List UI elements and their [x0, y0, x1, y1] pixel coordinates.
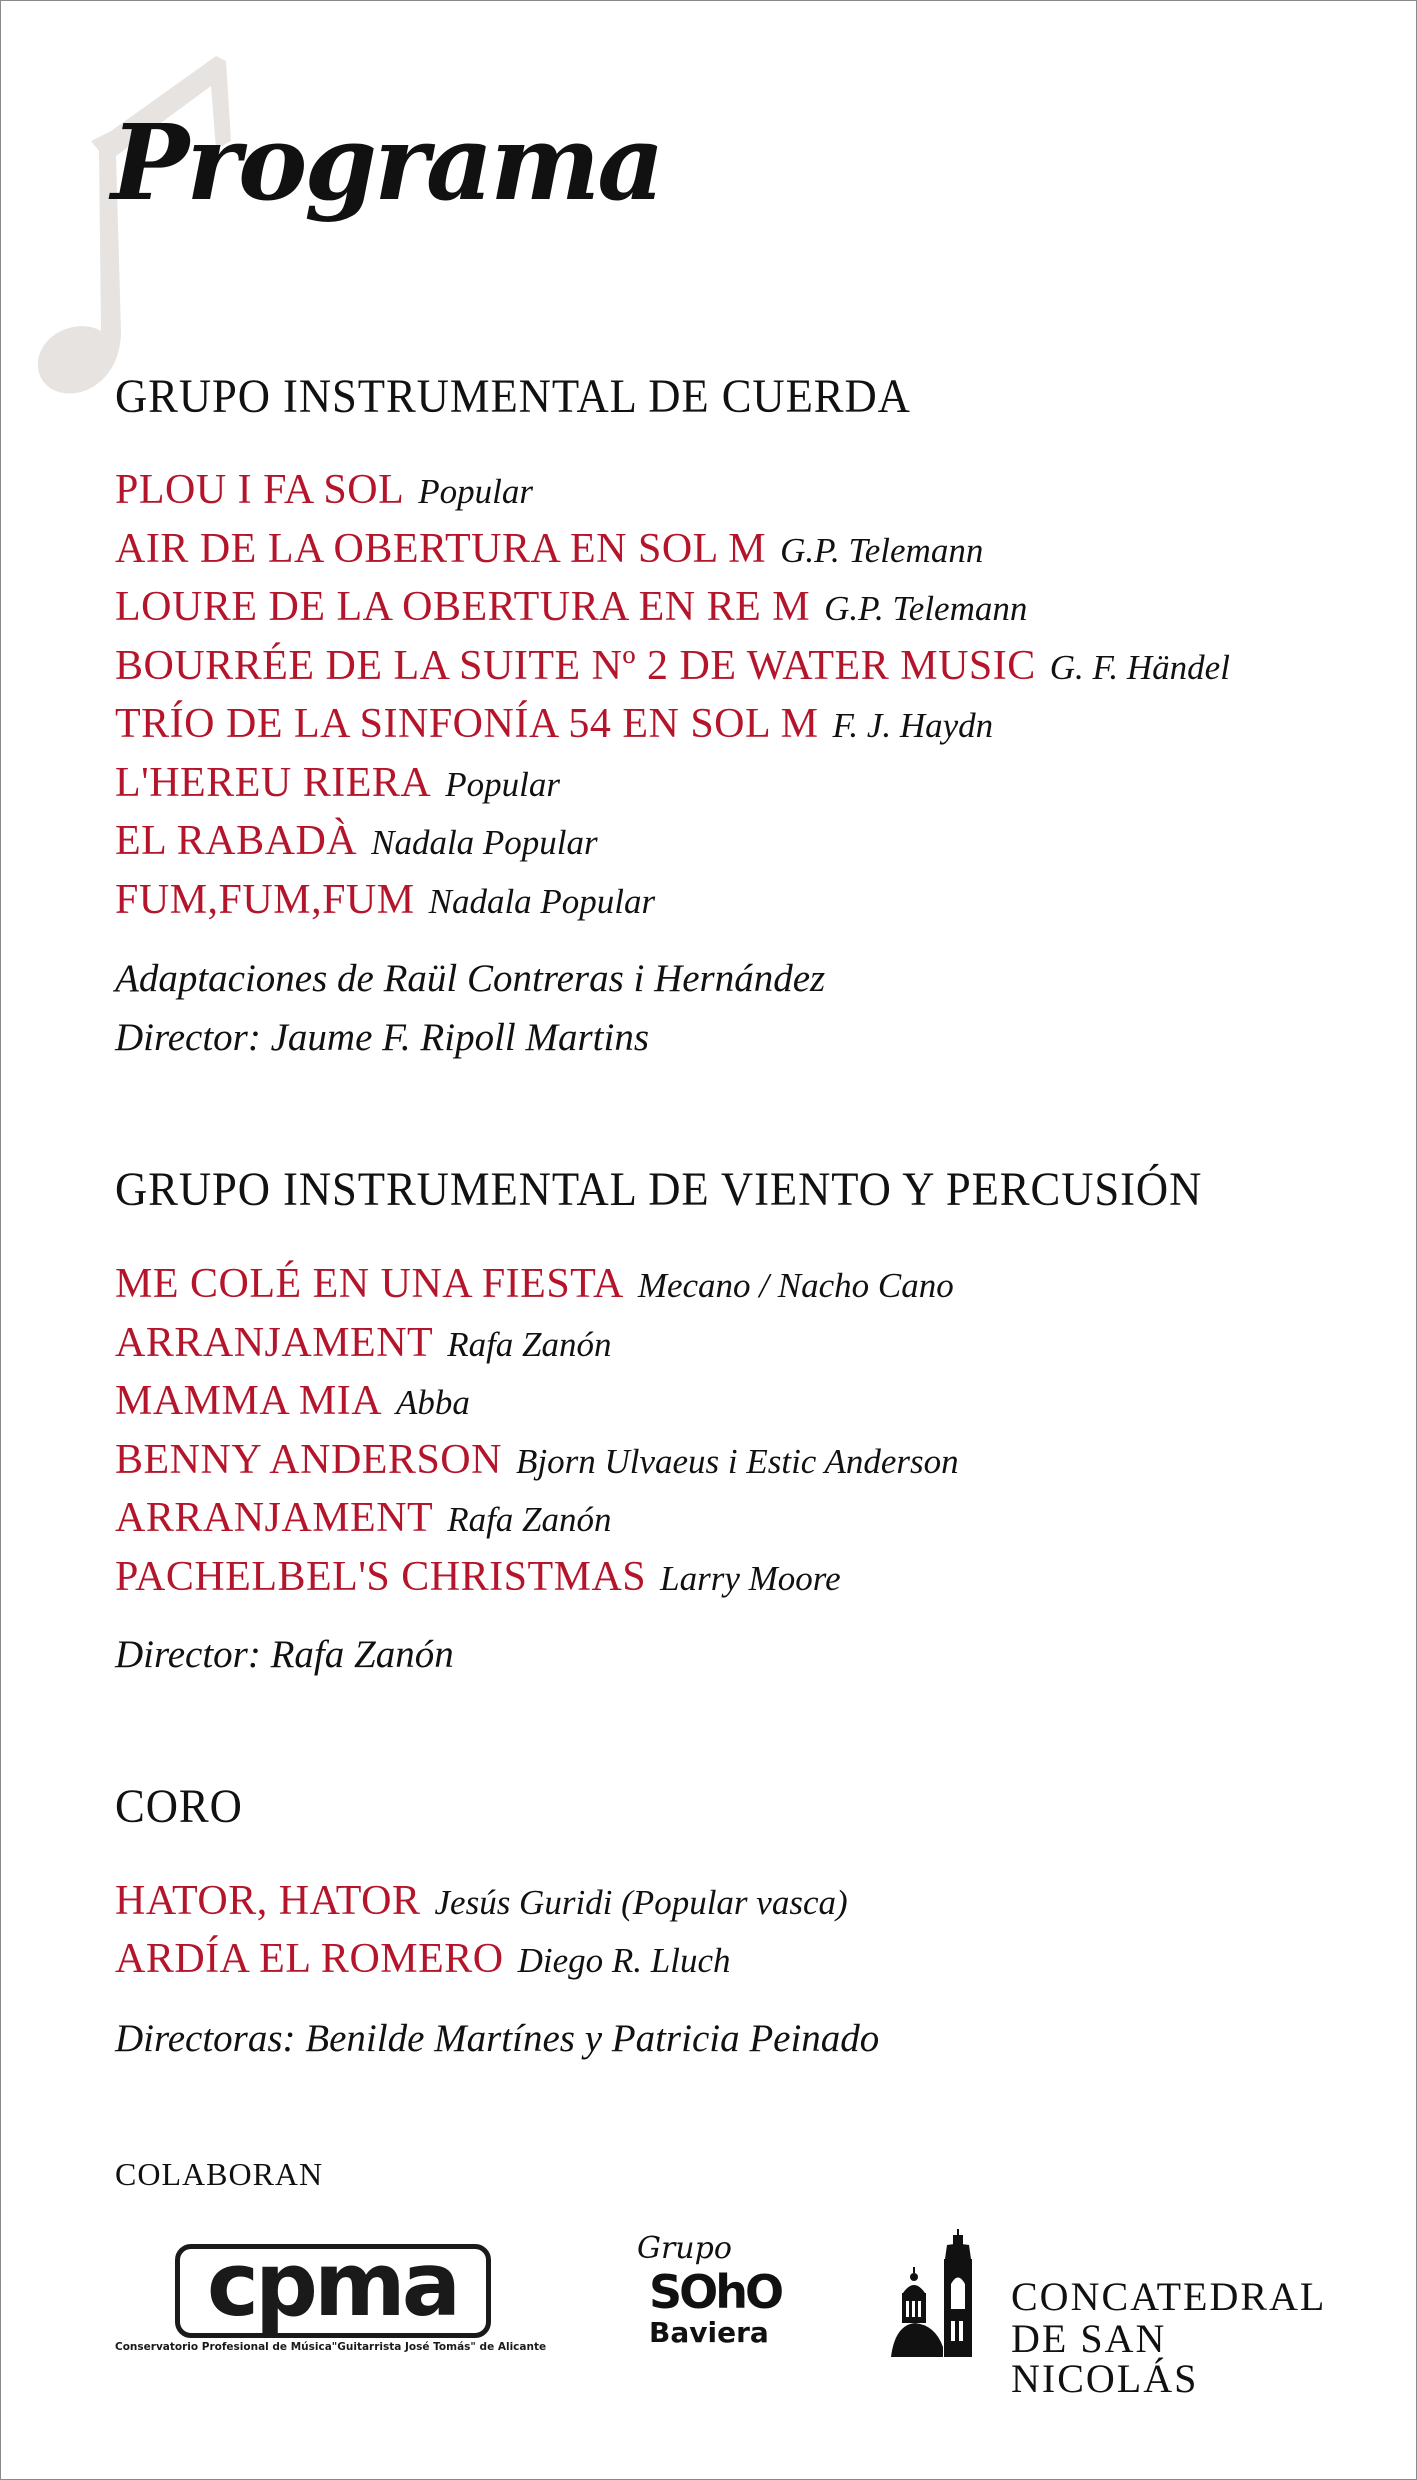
program-item: [115, 469, 533, 511]
collaborators-label: COLABORAN: [115, 2156, 324, 2192]
composer: Mecano / Nacho Cano: [637, 1266, 954, 1305]
piece-title: ARRANJAMENT: [115, 1495, 434, 1541]
cpma-subtitle: Conservatorio Profesional de Música"Guitarrista José Tomás" de Alicante: [115, 2341, 547, 2353]
program-item: [115, 1938, 731, 1980]
directors-credit: Directoras: Benilde Martínes y Patricia Peinado: [115, 2017, 880, 2060]
program-item: [115, 879, 655, 921]
program-item: [115, 762, 560, 804]
composer: Popular: [445, 765, 560, 804]
composer: Bjorn Ulvaeus i Estic Anderson: [515, 1442, 959, 1481]
concatedral-logo: [891, 2229, 1327, 2401]
composer: Larry Moore: [660, 1559, 841, 1598]
piece-title: TRÍO DE LA SINFONÍA 54 EN SOL M: [115, 701, 819, 747]
piece-title: AIR DE LA OBERTURA EN SOL M: [115, 526, 767, 572]
cpma-wordmark: cpma: [206, 2233, 458, 2336]
composer: Abba: [396, 1383, 470, 1422]
section-heading-cuerda: GRUPO INSTRUMENTAL DE CUERDA: [115, 370, 911, 423]
composer: G.P. Telemann: [780, 531, 984, 570]
soho-wordmark: SOhO: [649, 2265, 782, 2319]
program-item: [115, 1380, 470, 1422]
page-title: Programa: [111, 101, 662, 224]
composer: Nadala Popular: [371, 823, 598, 862]
section-heading-viento: GRUPO INSTRUMENTAL DE VIENTO Y PERCUSIÓN: [115, 1163, 1203, 1216]
program-item: [115, 528, 983, 570]
program-item: [115, 1322, 612, 1364]
soho-grupo-label: Grupo: [637, 2231, 732, 2266]
piece-title: EL RABADÀ: [115, 818, 358, 864]
composer: Rafa Zanón: [447, 1325, 612, 1364]
program-item: [115, 1439, 959, 1481]
program-item: [115, 1556, 841, 1598]
concatedral-line1: CONCATEDRAL: [1011, 2274, 1327, 2319]
piece-title: MAMMA MIA: [115, 1378, 383, 1424]
program-item: [115, 586, 1027, 628]
composer: G. F. Händel: [1049, 648, 1230, 687]
piece-title: LOURE DE LA OBERTURA EN RE M: [115, 584, 811, 630]
composer: G.P. Telemann: [824, 589, 1028, 628]
piece-title: BOURRÉE DE LA SUITE Nº 2 DE WATER MUSIC: [115, 643, 1036, 689]
program-item: [115, 1263, 954, 1305]
cpma-logo: [115, 2233, 555, 2381]
composer: Nadala Popular: [428, 882, 656, 921]
program-item: [115, 1497, 612, 1539]
section-heading-coro: CORO: [115, 1780, 243, 1833]
piece-title: PLOU I FA SOL: [115, 467, 405, 513]
piece-title: ARRANJAMENT: [115, 1320, 434, 1366]
director-credit: Director: Jaume F. Ripoll Martins: [115, 1016, 650, 1059]
program-item: [115, 820, 598, 862]
composer: Diego R. Lluch: [517, 1941, 731, 1980]
piece-title: FUM,FUM,FUM: [115, 877, 415, 923]
piece-title: ARDÍA EL ROMERO: [115, 1936, 504, 1982]
composer: F. J. Haydn: [832, 706, 994, 745]
program-item: [115, 703, 993, 745]
composer: Rafa Zanón: [447, 1500, 612, 1539]
piece-title: PACHELBEL'S CHRISTMAS: [115, 1554, 647, 1600]
director-credit: Director: Rafa Zanón: [115, 1633, 454, 1676]
soho-sub-label: Baviera: [649, 2316, 769, 2349]
arrangements-credit: Adaptaciones de Raül Contreras i Hernández: [115, 957, 826, 1000]
piece-title: HATOR, HATOR: [115, 1878, 421, 1924]
soho-baviera-logo: [631, 2231, 782, 2371]
piece-title: ME COLÉ EN UNA FIESTA: [115, 1261, 624, 1307]
church-icon: [891, 2229, 991, 2359]
piece-title: L'HEREU RIERA: [115, 760, 432, 806]
composer: Jesús Guridi (Popular vasca): [434, 1883, 848, 1922]
program-item: [115, 645, 1230, 687]
piece-title: BENNY ANDERSON: [115, 1437, 502, 1483]
composer: Popular: [418, 472, 533, 511]
concatedral-line2: DE SAN NICOLÁS: [1011, 2316, 1199, 2401]
program-item: [115, 1880, 848, 1922]
